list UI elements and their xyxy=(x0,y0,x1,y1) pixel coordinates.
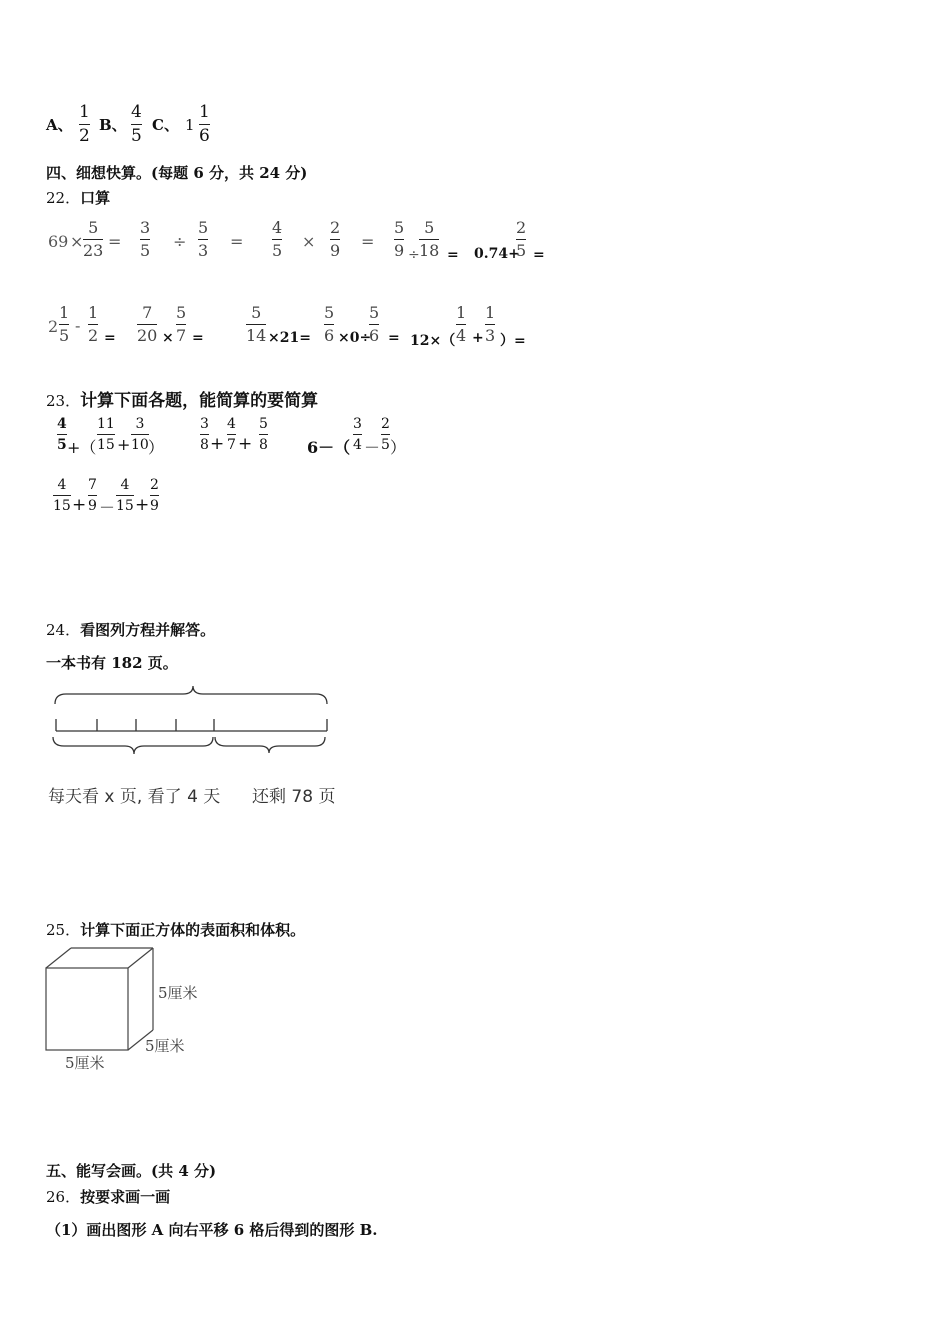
cube-edge-bottom-label: 5厘米 xyxy=(65,1054,105,1072)
r2-e1-den2: 2 xyxy=(88,326,99,345)
r1-e2-div: ÷ xyxy=(173,232,187,251)
q23-e4-op1: + xyxy=(72,495,87,515)
r2-e5-den1: 4 xyxy=(456,326,467,345)
q23-e3-close: ） xyxy=(390,438,407,457)
q23-e3-lead: 6－（ xyxy=(307,438,351,457)
q23-title: 计算下面各题，能简算的要简算 xyxy=(80,391,319,411)
q23-e1-d1: 5 xyxy=(57,437,67,453)
choice-b-numerator: 4 xyxy=(131,102,142,122)
q23-e2-d2: 7 xyxy=(227,437,236,453)
q23-e1-n1: 4 xyxy=(57,416,67,432)
q23-e4-n3: 4 xyxy=(120,477,130,493)
choice-b-denominator: 5 xyxy=(131,126,142,146)
q24-statement: 一本书有 182 页。 xyxy=(46,654,178,672)
q23-e1-n2: 11 xyxy=(97,416,115,432)
cube-edge-depth-label: 5厘米 xyxy=(145,1037,185,1055)
r1-e5-den: 5 xyxy=(516,241,527,260)
r1-e4-div: ÷ xyxy=(408,247,420,263)
r1-e1-eq: = xyxy=(108,232,122,251)
r2-e4-num1: 5 xyxy=(324,303,335,322)
r2-e1-eq: = xyxy=(104,330,116,346)
r1-e3-den1: 5 xyxy=(272,241,283,260)
choice-a-denominator: 2 xyxy=(79,126,90,146)
r2-e1-num2: 1 xyxy=(88,303,99,322)
q26-title: 按要求画一画 xyxy=(80,1188,171,1206)
choice-a-label: A、 xyxy=(46,116,73,134)
r1-e3-times: × xyxy=(302,232,316,251)
r2-e4-den1: 6 xyxy=(324,326,335,345)
r1-e1-num: 5 xyxy=(88,218,99,237)
q24-label-right: 还剩 78 页 xyxy=(252,787,336,807)
q26-heading xyxy=(46,1186,170,1207)
r2-e1-num1: 1 xyxy=(59,303,70,322)
cube-top-edge-right xyxy=(128,948,153,968)
r1-e5-num: 2 xyxy=(516,218,527,237)
q23-e1-n3: 3 xyxy=(135,416,145,432)
q23-e2-op2: + xyxy=(238,434,253,454)
r2-e2-num1: 7 xyxy=(142,303,153,322)
q25-title: 计算下面正方体的表面积和体积。 xyxy=(80,921,306,939)
q23-e3-n2: 2 xyxy=(381,416,390,432)
q23-e4-op3: + xyxy=(135,495,150,515)
q23-e3-d2: 5 xyxy=(381,437,390,453)
q23-e4-d2: 9 xyxy=(88,498,97,514)
q23-e3-n1: 3 xyxy=(353,416,362,432)
q24-title: 看图列方程并解答。 xyxy=(80,621,216,639)
q23-e3-op1: － xyxy=(364,438,381,457)
r1-e3-num1: 4 xyxy=(272,218,283,237)
cube-front-face xyxy=(46,968,128,1050)
q23-e2-n1: 3 xyxy=(200,416,209,432)
r2-e5-plus: + xyxy=(472,330,484,346)
q23-e2-n2: 4 xyxy=(227,416,236,432)
q26-part1: （1）画出图形 A 向右平移 6 格后得到的图形 B. xyxy=(46,1221,378,1239)
r1-e2-den2: 3 xyxy=(198,241,209,260)
q22-title: 口算 xyxy=(80,189,111,207)
q23-e1-d3: 10 xyxy=(131,437,149,453)
q23-e4-n4: 2 xyxy=(150,477,159,493)
r1-e3-den2: 9 xyxy=(330,241,341,260)
q23-number: 23． xyxy=(46,392,81,410)
q24-label-left: 每天看 x 页, 看了 4 天 xyxy=(48,787,221,807)
r2-e4-mid: ×0÷ xyxy=(338,330,372,346)
q23-e4-d1: 15 xyxy=(53,498,71,514)
r1-e2-den1: 5 xyxy=(140,241,151,260)
r2-e2-eq: = xyxy=(192,330,204,346)
r1-e4-den1: 9 xyxy=(394,241,405,260)
q23-e1-op2: + xyxy=(117,435,131,454)
q23-e2-d3: 8 xyxy=(259,437,268,453)
r1-e2-num1: 3 xyxy=(140,218,151,237)
section-5-heading: 五、能写会画。(共 4 分) xyxy=(46,1162,217,1180)
r2-e1-den1: 5 xyxy=(59,326,70,345)
r1-e4-eq: = xyxy=(447,247,459,263)
r2-e3-rest: ×21= xyxy=(268,330,311,346)
q23-e1-op1: +（ xyxy=(67,438,97,457)
q26-number: 26． xyxy=(46,1188,81,1206)
r2-e2-times: × xyxy=(162,330,174,346)
q23-e2-n3: 5 xyxy=(259,416,268,432)
q23-e2-op1: + xyxy=(210,434,225,454)
q23-e3-d1: 4 xyxy=(353,437,362,453)
r1-e3-num2: 2 xyxy=(330,218,341,237)
q24-number: 24． xyxy=(46,621,81,639)
r1-e4-den2: 18 xyxy=(419,241,440,260)
q22-number: 22． xyxy=(46,189,81,207)
choice-c-denominator: 6 xyxy=(199,126,210,146)
r2-e5-num2: 1 xyxy=(485,303,496,322)
choice-c-label: C、 xyxy=(152,116,179,134)
r1-e1-den: 23 xyxy=(83,241,104,260)
r2-e5-right: ）= xyxy=(500,333,526,349)
r2-e1-whole: 2 xyxy=(48,317,59,336)
r1-e2-num2: 5 xyxy=(198,218,209,237)
cube-edge-right-label: 5厘米 xyxy=(158,984,198,1002)
section-4-heading: 四、细想快算。(每题 6 分，共 24 分) xyxy=(46,164,308,182)
q23-e1-close: ） xyxy=(148,438,165,457)
q23-e4-n1: 4 xyxy=(57,477,67,493)
r2-e1-minus: - xyxy=(75,316,81,335)
r1-e5-eq: = xyxy=(533,247,545,263)
r2-e5-num1: 1 xyxy=(456,303,467,322)
choice-c-whole: 1 xyxy=(185,116,195,134)
q23-e2-d1: 8 xyxy=(200,437,209,453)
r1-e1-times: × xyxy=(70,232,84,251)
r1-e3-eq: = xyxy=(361,232,375,251)
r2-e5-left: 12×（ xyxy=(410,333,456,349)
r2-e4-eq: = xyxy=(388,330,400,346)
r2-e4-den2: 6 xyxy=(369,326,380,345)
r2-e2-num2: 5 xyxy=(176,303,187,322)
r2-e3-num: 5 xyxy=(251,303,262,322)
q23-e4-d4: 9 xyxy=(150,498,159,514)
cube-top-edge-left xyxy=(46,948,71,968)
r1-e4-num1: 5 xyxy=(394,218,405,237)
q25-number: 25． xyxy=(46,921,81,939)
r1-e1-left: 69 xyxy=(48,232,69,251)
r2-e2-den2: 7 xyxy=(176,326,187,345)
choice-a-numerator: 1 xyxy=(79,102,90,122)
q23-e4-d3: 15 xyxy=(116,498,134,514)
q23-e1-d2: 15 xyxy=(97,437,115,453)
r1-e2-eq: = xyxy=(230,232,244,251)
r1-e5-left: 0.74+ xyxy=(474,246,520,262)
r2-e3-den: 14 xyxy=(246,326,267,345)
q23-e4-n2: 7 xyxy=(88,477,97,493)
choice-c-numerator: 1 xyxy=(199,102,210,122)
r2-e2-den1: 20 xyxy=(137,326,158,345)
r2-e4-num2: 5 xyxy=(369,303,380,322)
q23-e4-op2: － xyxy=(99,498,116,517)
r1-e4-num2: 5 xyxy=(424,218,435,237)
r2-e5-den2: 3 xyxy=(485,326,496,345)
choice-b-label: B、 xyxy=(99,116,127,134)
